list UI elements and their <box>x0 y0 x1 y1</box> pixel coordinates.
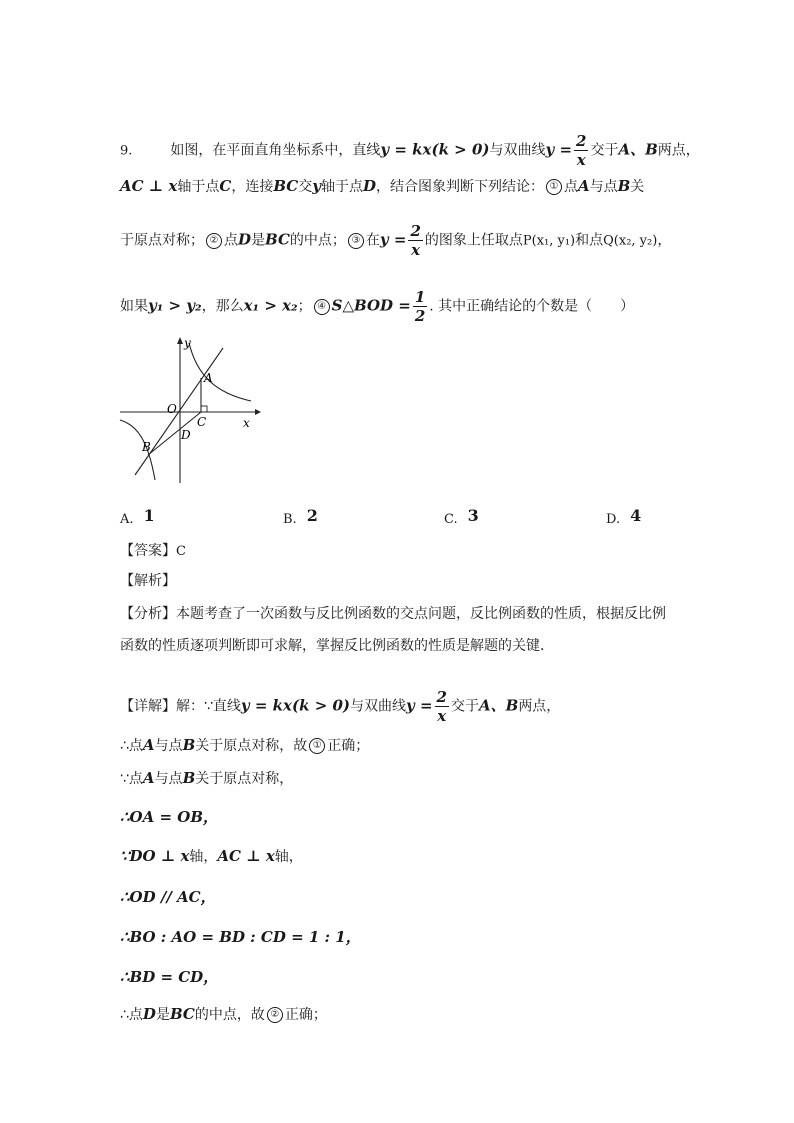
question-text: 的图象上任取点 <box>424 232 523 249</box>
analysis-line-1: 【分析】本题考查了一次函数与反比例函数的交点问题，反比例函数的性质，根据反比例 <box>120 606 666 622</box>
detail-text: 与点 <box>154 738 183 754</box>
point-c: C <box>219 177 232 195</box>
circled-3: ③ <box>348 233 364 249</box>
option-a[interactable] <box>120 506 155 527</box>
point-a: A <box>142 769 155 787</box>
option-d[interactable] <box>606 506 641 527</box>
detail-text: 关于原点对称，故 <box>195 738 308 754</box>
question-text: 点 <box>224 232 238 249</box>
detail-line-9 <box>120 1004 327 1024</box>
fraction-2-over-x: $\frac{2}{x}$ <box>410 222 421 259</box>
detail-text: 轴， <box>274 849 303 865</box>
frac-y: y = <box>545 140 573 159</box>
detail-line-7: ∴BO : AO = BD : CD = 1 : 1， <box>120 928 361 946</box>
question-line-1 <box>120 132 700 169</box>
line-equation: y = kx(k > 0) <box>240 696 351 715</box>
detail-line-6: ∴OD // AC， <box>120 888 216 906</box>
fraction-2-over-x: $\frac{2}{x}$ <box>576 132 587 169</box>
line-equation: y = kx(k > 0) <box>380 140 490 159</box>
detail-line-2 <box>120 735 369 755</box>
option-value: 2 <box>306 506 318 525</box>
question-text: 是 <box>251 232 266 249</box>
detail-text: 正确； <box>327 738 370 754</box>
question-text: ； <box>297 298 312 315</box>
point-q: Q(x₂, y₂) <box>603 233 658 249</box>
question-text: ，连接 <box>231 179 274 195</box>
detail-text: 正确； <box>284 1007 327 1023</box>
x-axis-arrow <box>255 409 261 415</box>
detail-text: 与点 <box>154 771 183 787</box>
question-text: 于原点对称； <box>120 232 204 249</box>
result-x1-gt-x2: x₁ > x₂ <box>243 296 298 315</box>
do-perp-x: ∵DO ⊥ x <box>120 847 190 865</box>
points-ab: A、B <box>618 140 658 159</box>
detail-line-5 <box>120 846 303 866</box>
segment-bc: BC <box>265 230 290 249</box>
question-line-4 <box>120 288 634 325</box>
option-value: 1 <box>143 506 155 525</box>
question-line-3 <box>120 222 671 259</box>
circled-2: ② <box>267 1007 283 1023</box>
option-value: 3 <box>467 506 479 525</box>
question-text: 和点 <box>575 232 604 249</box>
detail-text: ∵点 <box>120 771 143 787</box>
option-c[interactable] <box>444 506 479 527</box>
question-text: 与双曲线 <box>489 142 546 159</box>
detail-text: 两点， <box>518 698 561 715</box>
option-label: C. <box>444 512 458 527</box>
coordinate-figure <box>115 335 265 485</box>
circled-1: ① <box>309 738 325 754</box>
right-angle-mark <box>201 406 207 412</box>
point-d: D <box>362 177 376 195</box>
area-bod: S△BOD = <box>331 296 411 315</box>
fig-label-a: A <box>204 371 213 385</box>
fig-label-o: O <box>167 402 177 416</box>
ac-perp-x: AC ⊥ x <box>120 177 178 195</box>
detail-tag: 【详解】解：∵直线 <box>120 698 241 715</box>
circled-2: ② <box>206 233 222 249</box>
question-text: 交 <box>298 179 313 195</box>
detail-text: 是 <box>155 1007 170 1023</box>
question-text: 点 <box>563 179 578 195</box>
option-label: A. <box>120 512 134 527</box>
question-text: 轴于点 <box>177 179 220 195</box>
detail-line-8: ∴BD = CD， <box>120 968 219 986</box>
point-p: P(x₁, y₁) <box>522 233 576 249</box>
points-ab: A、B <box>478 696 519 715</box>
question-text: 如果 <box>120 298 148 315</box>
y-axis-label: y <box>312 177 321 195</box>
question-text: 轴于点 <box>320 179 363 195</box>
frac-y: y = <box>406 696 433 715</box>
detail-text: 轴， <box>189 849 218 865</box>
detail-line-3 <box>120 768 293 788</box>
detail-line-4: ∴OA = OB， <box>120 808 219 826</box>
option-label: B. <box>283 512 297 527</box>
fraction-2-over-x: $\frac{2}{x}$ <box>436 688 447 725</box>
point-d: D <box>142 1005 156 1023</box>
frac-y: y = <box>379 230 407 249</box>
answer-value: C <box>176 544 186 559</box>
fig-label-b: B <box>142 440 151 454</box>
point-b: B <box>182 769 196 787</box>
analysis-line-2: 函数的性质逐项判断即可求解，掌握反比例函数的性质是解题的关键． <box>120 638 554 654</box>
segment-bc: BC <box>273 177 299 195</box>
question-text: 的中点； <box>289 232 346 249</box>
fig-label-d: D <box>181 428 191 442</box>
point-d: D <box>238 230 252 249</box>
circled-4: ④ <box>314 299 330 315</box>
option-label: D. <box>606 512 621 527</box>
option-value: 4 <box>630 506 642 525</box>
question-text: 交于 <box>590 142 619 159</box>
question-text: 与点 <box>589 179 618 195</box>
analysis-title: 【解析】 <box>120 573 176 589</box>
detail-line-1 <box>120 688 560 725</box>
ac-perp-x: AC ⊥ x <box>217 847 275 865</box>
question-text: ，那么 <box>201 298 244 315</box>
circled-1: ① <box>546 179 562 195</box>
option-b[interactable] <box>283 506 318 527</box>
segment-bc: BC <box>169 1005 195 1023</box>
answer-tag: 【答案】 <box>120 543 176 559</box>
point-a: A <box>142 736 155 754</box>
answer-line <box>120 540 186 560</box>
detail-text: 交于 <box>450 698 479 715</box>
question-text: 在 <box>365 232 380 249</box>
point-a: A <box>577 177 590 195</box>
detail-text: ∴点 <box>120 1007 143 1023</box>
question-text: . 其中正确结论的个数是（ ） <box>429 298 635 315</box>
question-number: 9. <box>120 143 133 159</box>
fraction-1-over-2: $\frac{1}{2}$ <box>414 288 426 325</box>
y-axis-arrow <box>177 337 183 344</box>
detail-text: ∴点 <box>120 738 143 754</box>
detail-text: 的中点，故 <box>194 1007 265 1023</box>
detail-text: 关于原点对称， <box>195 771 294 787</box>
question-text: 如图，在平面直角坐标系中，直线 <box>170 142 381 159</box>
question-text: ， <box>657 232 672 249</box>
point-b: B <box>182 736 196 754</box>
detail-text: 与双曲线 <box>350 698 407 715</box>
fig-label-y: y <box>184 336 191 350</box>
condition-y1-gt-y2: y₁ > y₂ <box>148 296 202 315</box>
question-text: 两点， <box>657 142 700 159</box>
question-line-2 <box>120 176 644 196</box>
question-text: 关 <box>630 179 645 195</box>
fig-label-x: x <box>243 416 250 430</box>
question-text: ，结合图象判断下列结论： <box>375 179 544 195</box>
point-b: B <box>617 177 631 195</box>
fig-label-c: C <box>197 415 207 429</box>
